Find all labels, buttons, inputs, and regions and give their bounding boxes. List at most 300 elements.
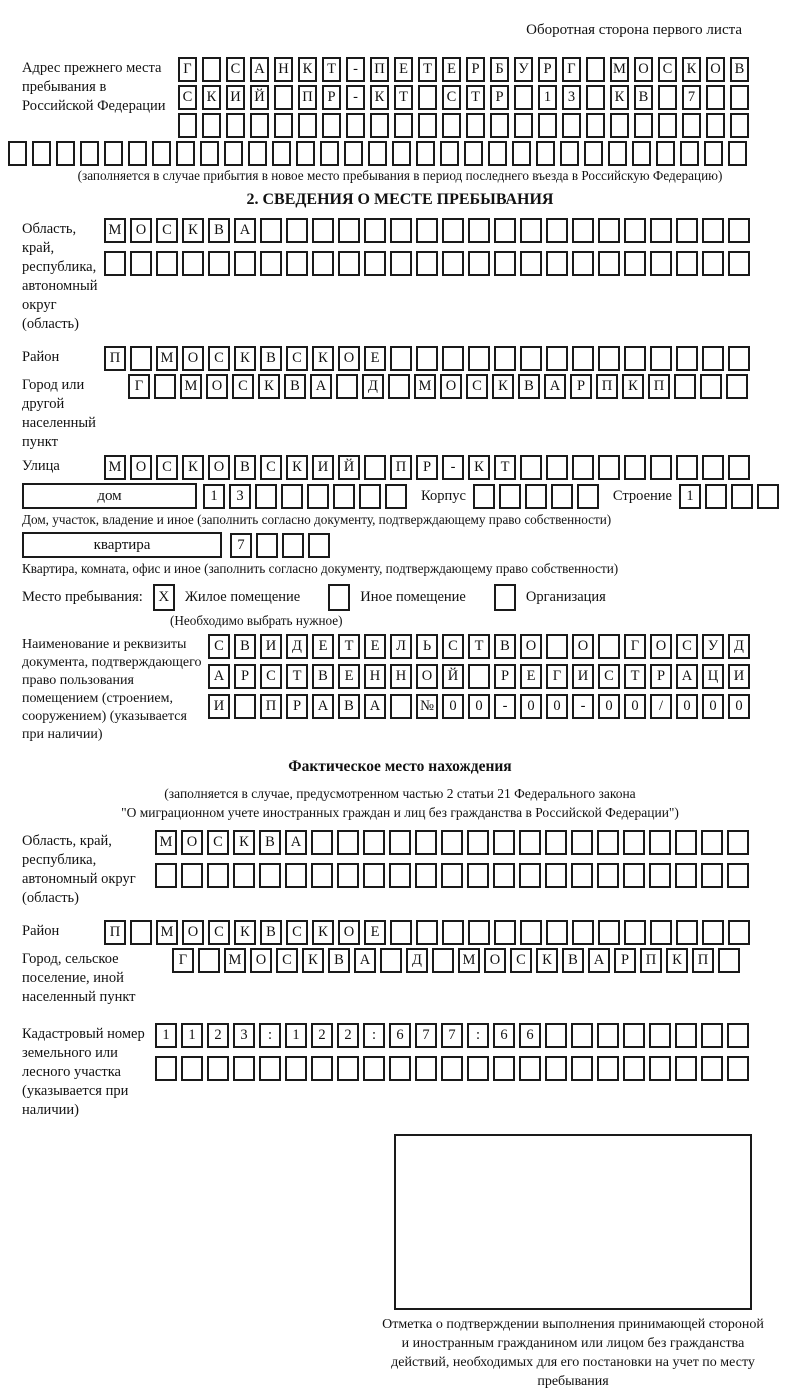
char-cell: 1 xyxy=(203,484,225,509)
char-cell: С xyxy=(178,85,197,110)
char-cell: Е xyxy=(338,664,360,689)
char-cell: В xyxy=(562,948,584,973)
char-cell xyxy=(520,920,542,945)
char-cell xyxy=(441,830,463,855)
fact-region-label: Область, край, республика, автономный округ (область) xyxy=(22,833,136,906)
char-cell xyxy=(322,113,341,138)
char-cell xyxy=(726,374,748,399)
char-cell xyxy=(416,218,438,243)
char-cell: Н xyxy=(274,57,293,82)
char-cell: О xyxy=(440,374,462,399)
char-cell xyxy=(675,1056,697,1081)
char-cell: И xyxy=(312,455,334,480)
char-cell xyxy=(572,346,594,371)
char-cell xyxy=(442,218,464,243)
char-cell xyxy=(676,346,698,371)
char-cell xyxy=(702,455,724,480)
char-cell: Е xyxy=(394,57,413,82)
char-cell: С xyxy=(156,218,178,243)
char-cell xyxy=(256,533,278,558)
char-cell: В xyxy=(730,57,749,82)
char-cell xyxy=(676,920,698,945)
char-cell: 1 xyxy=(538,85,557,110)
char-cell xyxy=(286,251,308,276)
char-cell: Р xyxy=(234,664,256,689)
region-field xyxy=(22,218,800,334)
char-cell: С xyxy=(442,634,464,659)
char-cell xyxy=(701,1023,723,1048)
char-cell xyxy=(536,141,555,166)
char-cell xyxy=(546,455,568,480)
char-cell: А xyxy=(354,948,376,973)
prev-address-grid xyxy=(178,57,754,141)
char-cell xyxy=(493,1056,515,1081)
fact-location-title: Фактическое место нахождения xyxy=(288,758,512,775)
char-cell: - xyxy=(494,694,516,719)
char-cell: А xyxy=(250,57,269,82)
char-cell xyxy=(704,141,723,166)
char-cell xyxy=(623,1056,645,1081)
char-cell: К xyxy=(492,374,514,399)
char-cell xyxy=(560,141,579,166)
char-cell xyxy=(514,85,533,110)
char-cell xyxy=(676,218,698,243)
char-cell xyxy=(494,346,516,371)
char-cell xyxy=(700,374,722,399)
char-cell: О xyxy=(634,57,653,82)
char-cell: О xyxy=(338,346,360,371)
char-cell: П xyxy=(260,694,282,719)
char-cell: У xyxy=(702,634,724,659)
char-cell: А xyxy=(285,830,307,855)
char-cell xyxy=(130,251,152,276)
char-cell: М xyxy=(155,830,177,855)
char-cell: Д xyxy=(286,634,308,659)
char-cell: К xyxy=(202,85,221,110)
char-cell xyxy=(490,113,509,138)
char-cell xyxy=(571,1056,593,1081)
char-cell xyxy=(364,455,386,480)
char-cell xyxy=(416,920,438,945)
char-cell xyxy=(467,830,489,855)
char-cell: И xyxy=(260,634,282,659)
city-field xyxy=(22,374,800,452)
char-cell: Б xyxy=(490,57,509,82)
char-cell xyxy=(572,218,594,243)
char-cell: М xyxy=(104,455,126,480)
char-cell xyxy=(551,484,573,509)
char-row xyxy=(104,218,754,243)
char-row xyxy=(172,948,744,973)
char-cell: В xyxy=(234,634,256,659)
char-cell: Й xyxy=(250,85,269,110)
char-cell xyxy=(441,1056,463,1081)
char-cell: А xyxy=(312,694,334,719)
char-cell: В xyxy=(338,694,360,719)
char-row xyxy=(128,374,752,399)
char-cell: Г xyxy=(624,634,646,659)
char-cell xyxy=(624,346,646,371)
char-cell xyxy=(234,251,256,276)
apartment-label-box: квартира xyxy=(22,532,222,558)
char-cell xyxy=(346,113,365,138)
char-cell xyxy=(198,948,220,973)
char-cell xyxy=(104,251,126,276)
char-cell xyxy=(727,863,749,888)
char-cell xyxy=(32,141,51,166)
char-cell xyxy=(545,830,567,855)
house-row xyxy=(22,483,800,509)
char-cell xyxy=(312,218,334,243)
char-cell: К xyxy=(666,948,688,973)
char-cell: 7 xyxy=(682,85,701,110)
char-cell xyxy=(520,455,542,480)
char-cell xyxy=(623,830,645,855)
char-cell: П xyxy=(104,920,126,945)
char-cell xyxy=(598,251,620,276)
char-cell xyxy=(520,251,542,276)
char-cell xyxy=(727,1056,749,1081)
char-cell: Т xyxy=(466,85,485,110)
char-cell xyxy=(656,141,675,166)
char-cell: 1 xyxy=(181,1023,203,1048)
char-cell xyxy=(389,1056,411,1081)
char-cell xyxy=(520,346,542,371)
char-cell xyxy=(494,251,516,276)
char-cell xyxy=(337,1056,359,1081)
char-cell xyxy=(392,141,411,166)
char-cell xyxy=(519,863,541,888)
char-cell xyxy=(333,484,355,509)
char-cell: С xyxy=(276,948,298,973)
char-cell xyxy=(702,251,724,276)
char-cell xyxy=(440,141,459,166)
char-cell xyxy=(178,113,197,138)
char-cell xyxy=(208,251,230,276)
char-cell: 7 xyxy=(415,1023,437,1048)
char-cell xyxy=(468,920,490,945)
char-cell: П xyxy=(370,57,389,82)
char-cell xyxy=(624,455,646,480)
char-cell: Ь xyxy=(416,634,438,659)
char-cell: М xyxy=(104,218,126,243)
char-cell xyxy=(728,251,750,276)
char-row xyxy=(178,113,754,138)
char-cell xyxy=(493,863,515,888)
char-cell xyxy=(80,141,99,166)
char-cell xyxy=(307,484,329,509)
char-cell xyxy=(389,863,411,888)
char-cell xyxy=(442,113,461,138)
char-cell xyxy=(274,113,293,138)
char-cell: С xyxy=(156,455,178,480)
char-cell: К xyxy=(610,85,629,110)
char-cell xyxy=(385,484,407,509)
char-cell: Р xyxy=(570,374,592,399)
char-cell: К xyxy=(370,85,389,110)
char-cell xyxy=(285,1056,307,1081)
char-cell xyxy=(701,1056,723,1081)
char-cell: У xyxy=(514,57,533,82)
stay-checkbox-other xyxy=(328,584,350,611)
char-cell: Г xyxy=(172,948,194,973)
char-cell xyxy=(311,1056,333,1081)
char-cell xyxy=(418,113,437,138)
char-cell xyxy=(493,830,515,855)
char-cell: / xyxy=(650,694,672,719)
char-cell: А xyxy=(234,218,256,243)
district-field xyxy=(22,346,800,371)
char-cell: С xyxy=(232,374,254,399)
char-cell: 1 xyxy=(285,1023,307,1048)
char-cell: А xyxy=(588,948,610,973)
char-cell: О xyxy=(520,634,542,659)
char-cell: Т xyxy=(418,57,437,82)
char-cell: К xyxy=(298,57,317,82)
char-cell: : xyxy=(467,1023,489,1048)
title-document-field xyxy=(22,634,800,744)
char-cell: И xyxy=(226,85,245,110)
char-cell: С xyxy=(286,920,308,945)
char-cell: К xyxy=(182,218,204,243)
prev-address-overflow-row xyxy=(8,141,800,166)
char-cell xyxy=(718,948,740,973)
char-cell: Е xyxy=(442,57,461,82)
char-cell xyxy=(676,455,698,480)
char-cell xyxy=(337,830,359,855)
char-cell xyxy=(562,113,581,138)
char-cell: М xyxy=(180,374,202,399)
char-cell: 6 xyxy=(493,1023,515,1048)
char-cell xyxy=(442,346,464,371)
char-cell xyxy=(286,218,308,243)
char-cell: С xyxy=(658,57,677,82)
char-cell xyxy=(586,57,605,82)
char-cell: К xyxy=(234,920,256,945)
char-cell xyxy=(468,218,490,243)
char-cell xyxy=(608,141,627,166)
char-cell xyxy=(623,863,645,888)
street-label: Улица xyxy=(22,458,60,474)
prev-address-field xyxy=(22,57,800,141)
char-cell: С xyxy=(208,634,230,659)
city-label: Город или другой населенный пункт xyxy=(22,377,96,450)
char-cell xyxy=(597,830,619,855)
char-cell xyxy=(336,374,358,399)
char-row xyxy=(155,1056,753,1081)
char-cell: О xyxy=(484,948,506,973)
char-cell xyxy=(473,484,495,509)
char-cell xyxy=(464,141,483,166)
char-cell xyxy=(394,113,413,138)
char-cell: А xyxy=(544,374,566,399)
char-cell xyxy=(281,484,303,509)
char-cell: Н xyxy=(390,664,412,689)
char-cell: Й xyxy=(442,664,464,689)
char-cell xyxy=(234,694,256,719)
char-cell: С xyxy=(466,374,488,399)
char-cell: И xyxy=(208,694,230,719)
char-cell: С xyxy=(260,664,282,689)
char-cell xyxy=(728,346,750,371)
char-cell xyxy=(207,1056,229,1081)
char-cell xyxy=(311,863,333,888)
char-cell xyxy=(499,484,521,509)
char-cell xyxy=(727,830,749,855)
char-cell xyxy=(634,113,653,138)
char-cell xyxy=(727,1023,749,1048)
char-cell xyxy=(650,455,672,480)
char-cell: О xyxy=(650,634,672,659)
char-cell xyxy=(363,1056,385,1081)
char-cell: 1 xyxy=(155,1023,177,1048)
char-cell xyxy=(706,113,725,138)
char-cell: С xyxy=(442,85,461,110)
char-cell: В xyxy=(312,664,334,689)
char-cell xyxy=(597,1023,619,1048)
char-cell xyxy=(702,920,724,945)
apartment-note: Квартира, комната, офис и иное (заполнить согласно документу, подтверждающему право собственности) xyxy=(22,561,619,576)
char-cell xyxy=(650,920,672,945)
char-cell: О xyxy=(182,920,204,945)
char-cell xyxy=(363,863,385,888)
char-cell: 7 xyxy=(441,1023,463,1048)
char-cell xyxy=(598,218,620,243)
char-cell xyxy=(388,374,410,399)
char-cell: Т xyxy=(494,455,516,480)
char-cell: - xyxy=(346,85,365,110)
char-cell xyxy=(416,251,438,276)
char-cell: : xyxy=(363,1023,385,1048)
char-cell: С xyxy=(226,57,245,82)
char-cell xyxy=(467,863,489,888)
char-cell xyxy=(370,113,389,138)
char-cell: 3 xyxy=(233,1023,255,1048)
char-cell xyxy=(390,218,412,243)
char-cell xyxy=(233,1056,255,1081)
char-cell: С xyxy=(208,920,230,945)
char-cell: В xyxy=(518,374,540,399)
char-cell: К xyxy=(682,57,701,82)
char-cell xyxy=(320,141,339,166)
char-cell: К xyxy=(233,830,255,855)
char-cell: - xyxy=(442,455,464,480)
fact-district-field xyxy=(22,920,800,945)
char-cell xyxy=(702,346,724,371)
stroenie-label: Строение xyxy=(612,487,672,504)
char-cell: А xyxy=(208,664,230,689)
char-cell: № xyxy=(416,694,438,719)
char-cell xyxy=(494,218,516,243)
char-cell xyxy=(130,346,152,371)
char-cell xyxy=(364,251,386,276)
char-cell: К xyxy=(182,455,204,480)
char-cell: О xyxy=(338,920,360,945)
prev-address-label: Адрес прежнего места пребывания в Российской Федерации xyxy=(22,60,166,114)
char-cell xyxy=(298,113,317,138)
prev-address-note: (заполняется в случае прибытия в новое место пребывания в период последнего въезда в Российскую Федерацию) xyxy=(77,168,723,183)
char-cell xyxy=(597,863,619,888)
char-cell xyxy=(572,251,594,276)
char-cell xyxy=(259,1056,281,1081)
char-cell xyxy=(680,141,699,166)
char-cell xyxy=(128,141,147,166)
char-cell: О xyxy=(706,57,725,82)
fact-city-field xyxy=(22,948,800,1007)
char-cell xyxy=(597,1056,619,1081)
char-cell: Р xyxy=(322,85,341,110)
char-cell: Р xyxy=(416,455,438,480)
char-cell xyxy=(8,141,27,166)
char-cell xyxy=(545,1056,567,1081)
char-row xyxy=(104,455,754,480)
char-cell: М xyxy=(610,57,629,82)
stay-checkbox-organization xyxy=(494,584,516,611)
char-cell: 0 xyxy=(624,694,646,719)
char-cell xyxy=(390,920,412,945)
char-cell: М xyxy=(414,374,436,399)
char-cell: П xyxy=(692,948,714,973)
char-cell: 2 xyxy=(207,1023,229,1048)
char-row xyxy=(155,863,753,888)
char-cell: О xyxy=(208,455,230,480)
char-cell: В xyxy=(634,85,653,110)
char-cell: О xyxy=(416,664,438,689)
char-cell xyxy=(675,1023,697,1048)
char-cell xyxy=(525,484,547,509)
char-cell: 0 xyxy=(520,694,542,719)
char-cell: В xyxy=(494,634,516,659)
char-cell xyxy=(512,141,531,166)
region-label: Область, край, республика, автономный округ (область) xyxy=(22,221,98,332)
char-cell xyxy=(520,218,542,243)
char-cell: Т xyxy=(338,634,360,659)
char-cell: В xyxy=(259,830,281,855)
char-cell: Р xyxy=(466,57,485,82)
char-cell: Т xyxy=(286,664,308,689)
char-row xyxy=(178,85,754,110)
char-cell xyxy=(274,85,293,110)
char-cell xyxy=(202,113,221,138)
stroenie-cells xyxy=(679,484,783,509)
char-cell xyxy=(610,113,629,138)
char-cell xyxy=(546,251,568,276)
char-cell xyxy=(624,251,646,276)
char-cell xyxy=(260,218,282,243)
char-cell: А xyxy=(676,664,698,689)
char-cell xyxy=(571,1023,593,1048)
char-cell xyxy=(390,251,412,276)
char-row xyxy=(104,346,754,371)
char-cell xyxy=(181,863,203,888)
char-cell: А xyxy=(364,694,386,719)
char-cell xyxy=(468,251,490,276)
char-cell xyxy=(259,863,281,888)
char-cell: Р xyxy=(538,57,557,82)
district-label: Район xyxy=(22,349,60,365)
char-cell: С xyxy=(676,634,698,659)
fact-city-label: Город, сельское поселение, иной населенный пункт xyxy=(22,951,136,1005)
char-cell xyxy=(598,920,620,945)
house-number-cells xyxy=(203,484,411,509)
char-cell: 6 xyxy=(519,1023,541,1048)
char-row xyxy=(208,634,754,659)
char-cell xyxy=(571,830,593,855)
char-cell: М xyxy=(156,346,178,371)
char-cell: Д xyxy=(728,634,750,659)
cadastre-field xyxy=(22,1023,800,1120)
char-cell: К xyxy=(468,455,490,480)
